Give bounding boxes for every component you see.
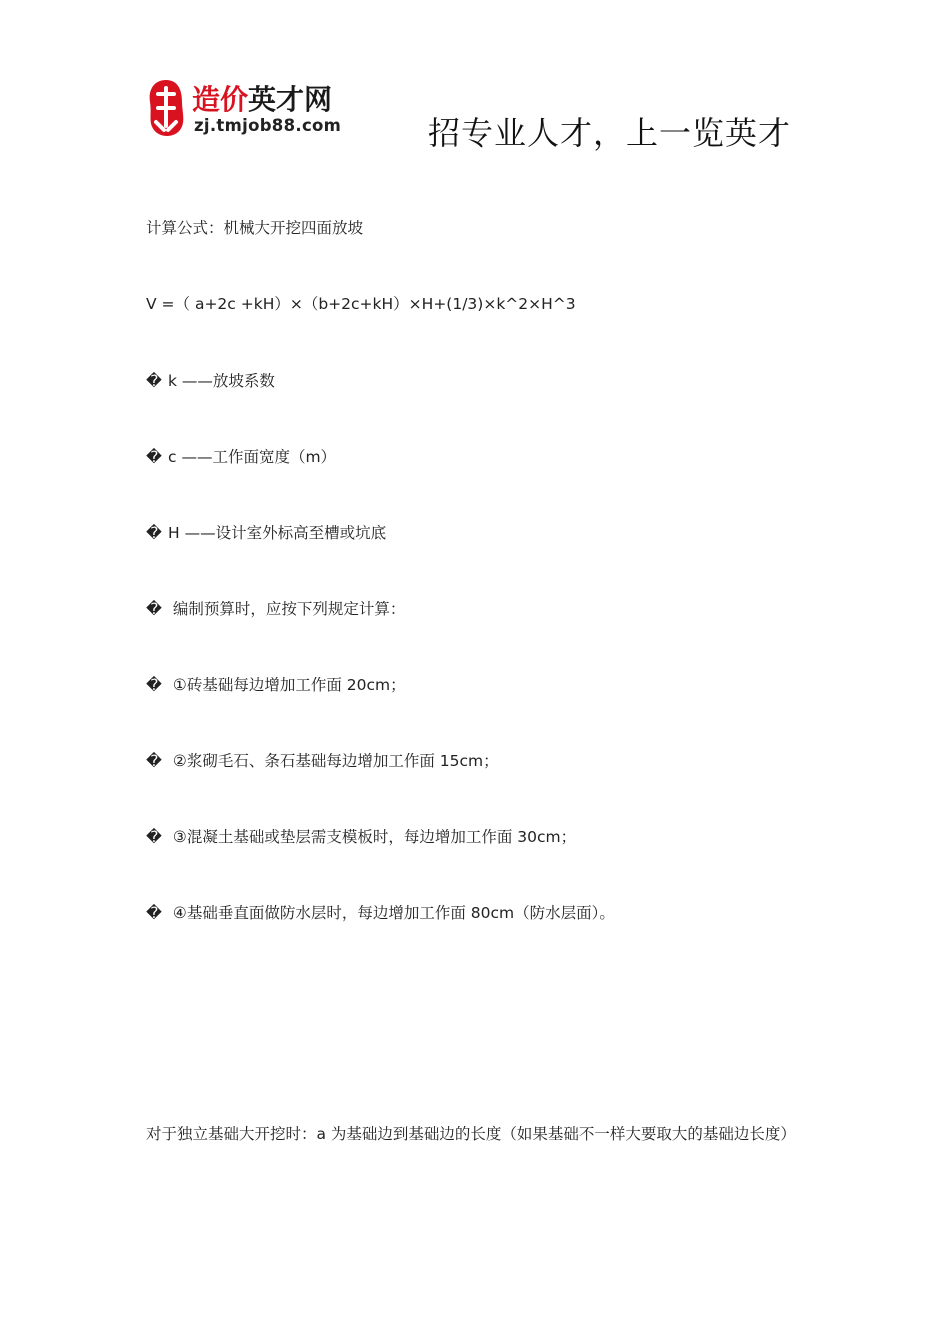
list-item-text: ③混凝土基础或垫层需支模板时，每边增加工作面 30cm； bbox=[168, 828, 577, 846]
list-item-text: k ——放坡系数 bbox=[168, 372, 275, 390]
list-item bbox=[146, 825, 576, 847]
list-item-text: ②浆砌毛石、条石基础每边增加工作面 15cm； bbox=[168, 752, 499, 770]
footer-paragraph: 对于独立基础大开挖时：a 为基础边到基础边的长度（如果基础不一样大要取大的基础边长度） bbox=[146, 1125, 796, 1143]
formula-expression: V =（ a+2c +kH）×（b+2c+kH）×H+(1/3)×k^2×H^3 bbox=[146, 295, 576, 313]
list-item bbox=[146, 521, 386, 543]
logo-text-part1: 造价 bbox=[192, 83, 249, 116]
list-item-text: ①砖基础每边增加工作面 20cm； bbox=[168, 676, 406, 694]
logo-text bbox=[192, 78, 332, 118]
logo-url: zj.tmjob88.com bbox=[194, 116, 342, 135]
list-item bbox=[146, 749, 499, 771]
logo-text-part2: 英才网 bbox=[248, 83, 333, 116]
site-logo[interactable] bbox=[140, 74, 370, 144]
slogan: 招专业人才，上一览英才 bbox=[428, 114, 792, 152]
bullet-icon: � bbox=[146, 524, 162, 542]
logo-mark-icon bbox=[144, 76, 188, 140]
bullet-icon: � bbox=[146, 904, 162, 922]
bullet-icon: � bbox=[146, 752, 162, 770]
list-item bbox=[146, 901, 615, 923]
list-item bbox=[146, 445, 336, 467]
bullet-icon: � bbox=[146, 448, 162, 466]
list-item bbox=[146, 673, 406, 695]
bullet-icon: � bbox=[146, 828, 162, 846]
bullet-icon: � bbox=[146, 600, 162, 618]
list-item-text: ④基础垂直面做防水层时，每边增加工作面 80cm（防水层面）。 bbox=[168, 904, 615, 922]
list-item-text: c ——工作面宽度（m） bbox=[168, 448, 337, 466]
list-item-text: H ——设计室外标高至槽或坑底 bbox=[168, 524, 387, 542]
list-item-text: 编制预算时，应按下列规定计算： bbox=[168, 600, 406, 618]
list-item bbox=[146, 369, 275, 391]
formula-title: 计算公式：机械大开挖四面放坡 bbox=[146, 219, 364, 237]
bullet-icon: � bbox=[146, 676, 162, 694]
bullet-icon: � bbox=[146, 372, 162, 390]
page-header bbox=[140, 74, 820, 154]
list-item bbox=[146, 597, 405, 619]
